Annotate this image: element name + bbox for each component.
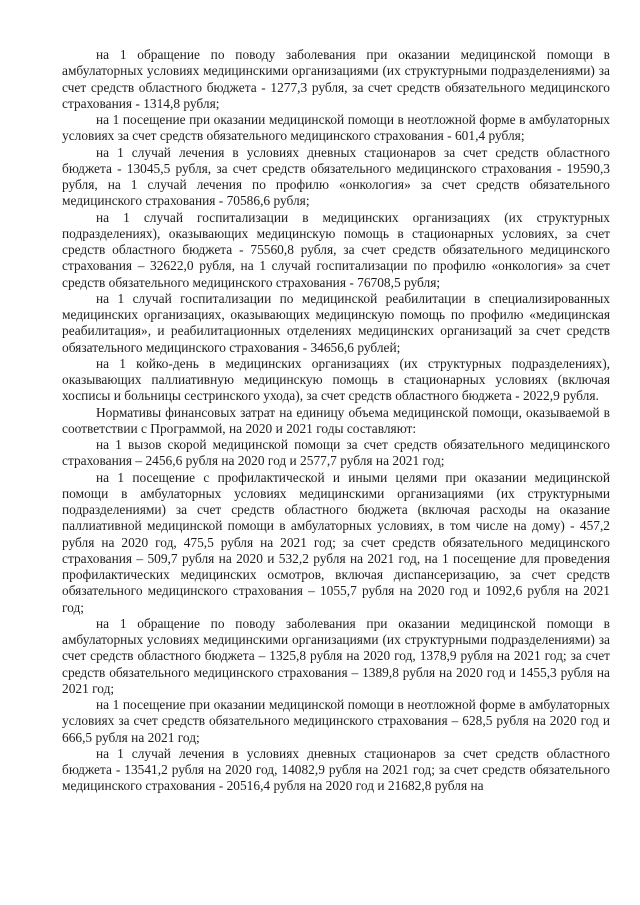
paragraph-norms-2020-2021-intro: Нормативы финансовых затрат на единицу объема медицинской помощи, оказываемой в соответствии с Программой, на 2020 и 2021 годы составляют: xyxy=(62,404,610,436)
paragraph-hospitalization-norms-2019: на 1 случай госпитализации в медицинских организациях (их структурных подразделениях), оказывающих медицинскую помощь в стационарных условиях, за счет средств областного бюджета - 75560,8 рубля, за счет средств обязательного медицинского страхования – 32622,0 рубля, на 1 случай госпитализации по профилю «онкология» за счет средств обязательного медицинского страхования - 76708,5 рубля; xyxy=(62,209,610,290)
paragraph-palliative-bed-day-norms-2019: на 1 койко-день в медицинских организациях (их структурных подразделениях), оказывающих паллиативную медицинскую помощь в стационарных условиях (включая хосписы и больницы сестринского ухода), за счет средств областного бюджета - 2022,9 рубля. xyxy=(62,355,610,404)
paragraph-preventive-visit-norms: на 1 посещение с профилактической и иными целями при оказании медицинской помощи в амбулаторных условиях медицинскими организациями (их структурными подразделениями) за счет средств областного бюджета (включая расходы на оказание паллиативной медицинской помощи в амбулаторных условиях, в том числе на дому) - 457,2 рубля на 2020 год, 475,5 рубля на 2021 год; за счет средств обязательного медицинского страхования – 509,7 рубля на 2020 и 532,2 рубля на 2021 год, на 1 посещение для проведения профилактических медицинских осмотров, включая диспансеризацию, за счет средств обязательного медицинского страхования – 1055,7 рубля на 2020 год и 1092,6 рубля на 2021 год; xyxy=(62,469,610,615)
paragraph-rehabilitation-norms-2019: на 1 случай госпитализации по медицинской реабилитации в специализированных медицинских организациях, оказывающих медицинскую помощь по профилю «медицинская реабилитация», и реабилитационных отделениях медицинских организаций за счет средств обязательного медицинского страхования - 34656,6 рублей; xyxy=(62,290,610,355)
paragraph-urgent-visit-norms: на 1 посещение при оказании медицинской помощи в неотложной форме в амбулаторных условиях за счет средств обязательного медицинского страхования – 628,5 рубля на 2020 год и 666,5 рубля на 2021 год; xyxy=(62,697,610,745)
paragraph-day-hospital-norms: на 1 случай лечения в условиях дневных стационаров за счет средств областного бюджета - 13541,2 рубля на 2020 год, 14082,9 рубля на 2021 год; за счет средств обязательного медицинского страхования - 20516,4 рубля на 2020 год и 21682,8 рубля на xyxy=(62,745,610,794)
paragraph-urgent-visit-norms-2019: на 1 посещение при оказании медицинской помощи в неотложной форме в амбулаторных условиях за счет средств обязательного медицинского страхования - 601,4 рубля; xyxy=(62,112,610,144)
paragraph-ambulance-call-norms: на 1 вызов скорой медицинской помощи за счет средств обязательного медицинского страхования – 2456,6 рубля на 2020 год и 2577,7 рубля на 2021 год; xyxy=(62,437,610,469)
paragraph-obrashchenie-norms: на 1 обращение по поводу заболевания при оказании медицинской помощи в амбулаторных условиях медицинскими организациями (их структурными подразделениями) за счет средств областного бюджета – 1325,8 рубля на 2020 год, 1378,9 рубля на 2021 год; за счет средств обязательного медицинского страхования – 1389,8 рубля на 2020 год и 1455,3 рубля на 2021 год; xyxy=(62,615,610,696)
paragraph-day-hospital-norms-2019: на 1 случай лечения в условиях дневных стационаров за счет средств областного бюджета - 13045,5 рубля, за счет средств обязательного медицинского страхования - 19590,3 рубля, на 1 случай лечения по профилю «онкология» за счет средств обязательного медицинского страхования - 70586,6 рубля; xyxy=(62,144,610,209)
paragraph-obrashchenie-norms-2019: на 1 обращение по поводу заболевания при оказании медицинской помощи в амбулаторных условиях медицинскими организациями (их структурными подразделениями) за счет средств областного бюджета - 1277,3 рубля, за счет средств обязательного медицинского страхования - 1314,8 рубля; xyxy=(62,47,610,111)
